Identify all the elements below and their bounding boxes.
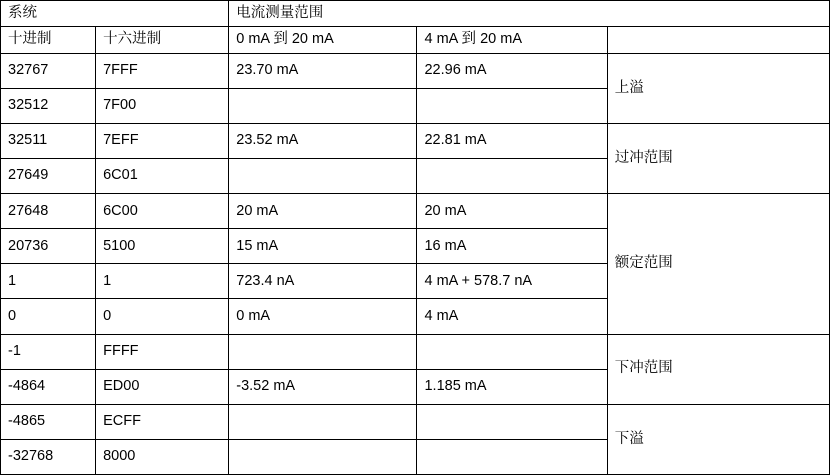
cell-range-4-20 — [417, 439, 607, 474]
table-row — [1, 404, 830, 439]
cell-note-underflow: 下溢 — [607, 404, 829, 474]
cell-hex: 6C00 — [96, 194, 229, 229]
cell-hex: 8000 — [96, 439, 229, 474]
table-row — [1, 194, 830, 229]
cell-note-overshoot: 过冲范围 — [607, 123, 829, 193]
cell-hex: 7F00 — [96, 88, 229, 123]
header-range-0-20: 0 mA 到 20 mA — [229, 27, 417, 53]
cell-decimal: 32512 — [1, 88, 96, 123]
cell-decimal: -4865 — [1, 404, 96, 439]
cell-hex: 0 — [96, 299, 229, 334]
cell-decimal: 20736 — [1, 229, 96, 264]
cell-range-4-20 — [417, 159, 607, 194]
cell-range-0-20: 20 mA — [229, 194, 417, 229]
cell-range-4-20: 22.81 mA — [417, 123, 607, 158]
cell-range-0-20 — [229, 88, 417, 123]
table-header — [1, 1, 830, 54]
cell-note-overflow: 上溢 — [607, 53, 829, 123]
cell-range-0-20: -3.52 mA — [229, 369, 417, 404]
cell-range-4-20 — [417, 334, 607, 369]
cell-decimal: -1 — [1, 334, 96, 369]
cell-range-4-20: 20 mA — [417, 194, 607, 229]
cell-hex: 7FFF — [96, 53, 229, 88]
cell-range-4-20: 16 mA — [417, 229, 607, 264]
header-note — [607, 27, 829, 53]
cell-hex: ED00 — [96, 369, 229, 404]
cell-decimal: -4864 — [1, 369, 96, 404]
cell-range-4-20 — [417, 88, 607, 123]
cell-range-0-20 — [229, 159, 417, 194]
cell-decimal: 27648 — [1, 194, 96, 229]
cell-note-undershoot: 下冲范围 — [607, 334, 829, 404]
header-range-4-20: 4 mA 到 20 mA — [417, 27, 607, 53]
table-body — [1, 53, 830, 474]
cell-decimal: 32767 — [1, 53, 96, 88]
cell-decimal: -32768 — [1, 439, 96, 474]
cell-range-0-20 — [229, 404, 417, 439]
table-row — [1, 334, 830, 369]
table-header-group-row — [1, 1, 830, 27]
header-system: 系统 — [1, 1, 229, 27]
cell-range-4-20: 22.96 mA — [417, 53, 607, 88]
cell-range-4-20: 1.185 mA — [417, 369, 607, 404]
cell-note-nominal: 额定范围 — [607, 194, 829, 334]
cell-hex: ECFF — [96, 404, 229, 439]
cell-decimal: 32511 — [1, 123, 96, 158]
cell-range-0-20 — [229, 334, 417, 369]
header-measuring-range: 电流测量范围 — [229, 1, 830, 27]
header-hex: 十六进制 — [96, 27, 229, 53]
cell-range-0-20: 0 mA — [229, 299, 417, 334]
cell-hex: 6C01 — [96, 159, 229, 194]
cell-hex: 5100 — [96, 229, 229, 264]
cell-hex: FFFF — [96, 334, 229, 369]
table-row — [1, 123, 830, 158]
cell-range-0-20: 23.70 mA — [229, 53, 417, 88]
cell-range-4-20 — [417, 404, 607, 439]
cell-range-0-20: 23.52 mA — [229, 123, 417, 158]
cell-range-0-20: 723.4 nA — [229, 264, 417, 299]
cell-range-0-20 — [229, 439, 417, 474]
cell-range-0-20: 15 mA — [229, 229, 417, 264]
cell-decimal: 0 — [1, 299, 96, 334]
table-header-sub-row — [1, 27, 830, 53]
cell-decimal: 27649 — [1, 159, 96, 194]
cell-hex: 7EFF — [96, 123, 229, 158]
cell-hex: 1 — [96, 264, 229, 299]
cell-range-4-20: 4 mA + 578.7 nA — [417, 264, 607, 299]
cell-range-4-20: 4 mA — [417, 299, 607, 334]
table-row — [1, 53, 830, 88]
header-decimal: 十进制 — [1, 27, 96, 53]
cell-decimal: 1 — [1, 264, 96, 299]
